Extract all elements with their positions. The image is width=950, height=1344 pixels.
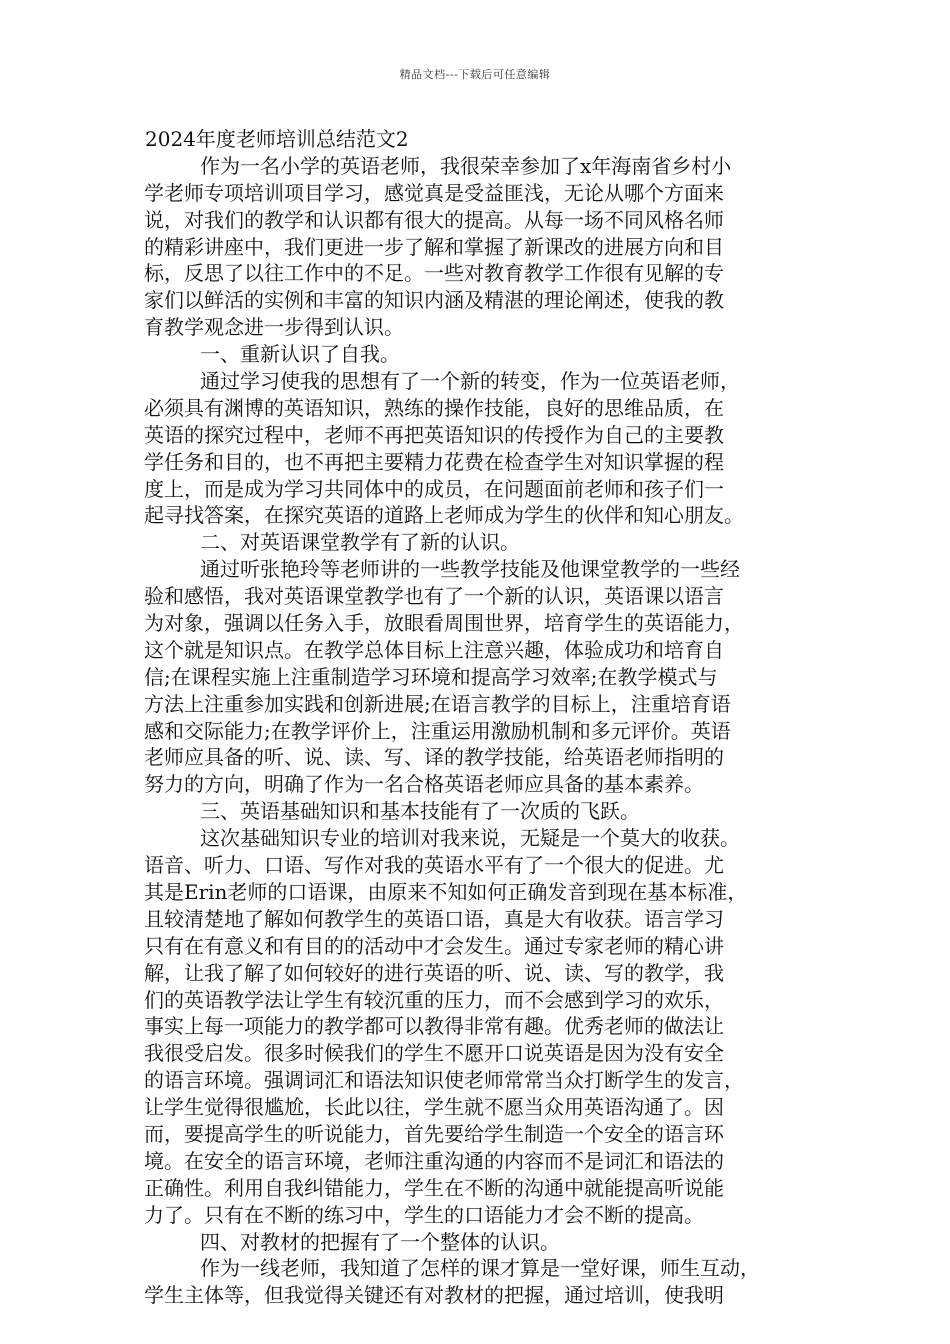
text-line-content: 三、英语基础知识和基本技能有了一次质的飞跃。	[200, 799, 640, 824]
text-line	[144, 1202, 816, 1229]
text-line	[144, 987, 816, 1014]
text-line-content: 努力的方向，明确了作为一名合格英语老师应具备的基本素养。	[144, 772, 704, 797]
text-line-content: 力了。只有在不断的练习中，学生的口语能力才会不断的提高。	[144, 1202, 704, 1227]
text-line-content: 学老师专项培训项目学习，感觉真是受益匪浅，无论从哪个方面来	[144, 180, 724, 205]
text-line	[144, 287, 816, 314]
text-line-content: 验和感悟，我对英语课堂教学也有了一个新的认识，英语课以语言	[144, 584, 724, 609]
text-line	[144, 1229, 816, 1256]
text-line-content: 通过听张艳玲等老师讲的一些教学技能及他课堂教学的一些经	[200, 557, 740, 582]
text-line	[144, 207, 816, 234]
text-line-content: 度上，而是成为学习共同体中的成员，在问题面前老师和孩子们一	[144, 476, 724, 501]
text-line-content: 2024年度老师培训总结范文2	[145, 127, 409, 151]
text-line-content: 境。在安全的语言环境，老师注重沟通的内容而不是词汇和语法的	[144, 1148, 724, 1173]
text-line	[144, 1040, 816, 1067]
text-line	[144, 1094, 816, 1121]
text-line-content: 标，反思了以往工作中的不足。一些对教育教学工作很有见解的专	[144, 261, 724, 286]
text-line	[144, 368, 816, 395]
page-header	[0, 66, 950, 82]
text-line-content: 老师应具备的听、说、读、写、译的教学技能，给英语老师指明的	[144, 745, 724, 770]
text-line	[144, 502, 816, 529]
text-line	[144, 1255, 816, 1282]
text-line-content: 方法上注重参加实践和创新进展;在语言教学的目标上，注重培育语	[144, 691, 731, 716]
text-line-content: 四、对教材的把握有了一个整体的认识。	[200, 1229, 560, 1254]
text-line	[144, 341, 816, 368]
text-line-content: 作为一线老师，我知道了怎样的课才算是一堂好课，师生互动，	[200, 1256, 760, 1281]
text-line-content: 这次基础知识专业的培训对我来说，无疑是一个莫大的收获。	[200, 826, 740, 851]
text-line-content: 只有在有意义和有目的的活动中才会发生。通过专家老师的精心讲	[144, 933, 724, 958]
text-line	[144, 395, 816, 422]
text-line	[144, 610, 816, 637]
text-line	[144, 744, 816, 771]
text-line-content: 且较清楚地了解如何教学生的英语口语，真是大有收获。语言学习	[144, 906, 724, 931]
text-line	[144, 798, 816, 825]
text-line-content: 英语的探究过程中，老师不再把英语知识的传授作为自己的主要教	[144, 422, 724, 447]
text-line	[144, 1175, 816, 1202]
text-line-content: 作为一名小学的英语老师，我很荣幸参加了x年海南省乡村小	[200, 153, 732, 178]
text-line-content: 语音、听力、口语、写作对我的英语水平有了一个很大的促进。尤	[144, 853, 724, 878]
text-line	[144, 529, 816, 556]
text-line-content: 的语言环境。强调词汇和语法知识使老师常常当众打断学生的发言，	[144, 1068, 744, 1093]
text-line	[144, 422, 816, 449]
text-line-content: 们的英语教学法让学生有较沉重的压力，而不会感到学习的欢乐，	[144, 987, 724, 1012]
text-line	[144, 583, 816, 610]
text-line-content: 家们以鲜活的实例和丰富的知识内涵及精湛的理论阐述，使我的教	[144, 288, 724, 313]
text-line	[144, 260, 816, 287]
text-line-content: 的精彩讲座中，我们更进一步了解和掌握了新课改的进展方向和目	[144, 234, 724, 259]
text-line-content: 起寻找答案，在探究英语的道路上老师成为学生的伙伴和知心朋友。	[144, 503, 744, 528]
text-line	[144, 771, 816, 798]
text-line	[144, 879, 816, 906]
text-line	[144, 556, 816, 583]
text-line-content: 其是Erin老师的口语课，由原来不知如何正确发音到现在基本标准，	[144, 879, 748, 904]
text-line	[144, 1148, 816, 1175]
text-line-content: 学生主体等，但我觉得关键还有对教材的把握，通过培训，使我明	[144, 1283, 724, 1308]
text-line	[144, 718, 816, 745]
text-line-content: 正确性。利用自我纠错能力，学生在不断的沟通中就能提高听说能	[144, 1175, 724, 1200]
text-line-content: 为对象，强调以任务入手，放眼看周围世界，培育学生的英语能力，	[144, 611, 744, 636]
text-line-content: 学任务和目的，也不再把主要精力花费在检查学生对知识掌握的程	[144, 449, 724, 474]
text-line	[144, 449, 816, 476]
text-line-content: 感和交际能力;在教学评价上，注重运用激励机制和多元评价。英语	[144, 718, 731, 743]
text-line	[144, 825, 816, 852]
text-line	[144, 126, 816, 153]
text-line-content: 说，对我们的教学和认识都有很大的提高。从每一场不同风格名师	[144, 207, 724, 232]
text-line	[144, 1067, 816, 1094]
text-line-content: 必须具有渊博的英语知识，熟练的操作技能，良好的思维品质，在	[144, 395, 724, 420]
text-line	[144, 1282, 816, 1309]
text-line	[144, 906, 816, 933]
text-line	[144, 637, 816, 664]
text-line	[144, 314, 816, 341]
text-line	[144, 234, 816, 261]
text-line	[144, 933, 816, 960]
document-body	[144, 126, 816, 1309]
text-line	[144, 1013, 816, 1040]
text-line-content: 信;在课程实施上注重制造学习环境和提高学习效率;在教学模式与	[144, 664, 718, 689]
text-line-content: 而，要提高学生的听说能力，首先要给学生制造一个安全的语言环	[144, 1121, 724, 1146]
text-line-content: 这个就是知识点。在教学总体目标上注意兴趣，体验成功和培育自	[144, 637, 724, 662]
text-line	[144, 476, 816, 503]
page-header-text: 精品文档---下载后可任意编辑	[399, 68, 551, 81]
text-line-content: 一、重新认识了自我。	[200, 342, 400, 367]
text-line	[144, 1121, 816, 1148]
text-line-content: 事实上每一项能力的教学都可以教得非常有趣。优秀老师的做法让	[144, 1014, 724, 1039]
text-line	[144, 153, 816, 180]
text-line-content: 我很受启发。很多时候我们的学生不愿开口说英语是因为没有安全	[144, 1041, 724, 1066]
text-line-content: 育教学观念进一步得到认识。	[144, 315, 404, 340]
text-line-content: 通过学习使我的思想有了一个新的转变，作为一位英语老师，	[200, 369, 740, 394]
text-line	[144, 852, 816, 879]
text-line-content: 解，让我了解了如何较好的进行英语的听、说、读、写的教学，我	[144, 960, 724, 985]
text-line	[144, 960, 816, 987]
text-line	[144, 664, 816, 691]
text-line-content: 二、对英语课堂教学有了新的认识。	[200, 530, 520, 555]
text-line	[144, 180, 816, 207]
text-line	[144, 691, 816, 718]
text-line-content: 让学生觉得很尴尬，长此以往，学生就不愿当众用英语沟通了。因	[144, 1095, 724, 1120]
